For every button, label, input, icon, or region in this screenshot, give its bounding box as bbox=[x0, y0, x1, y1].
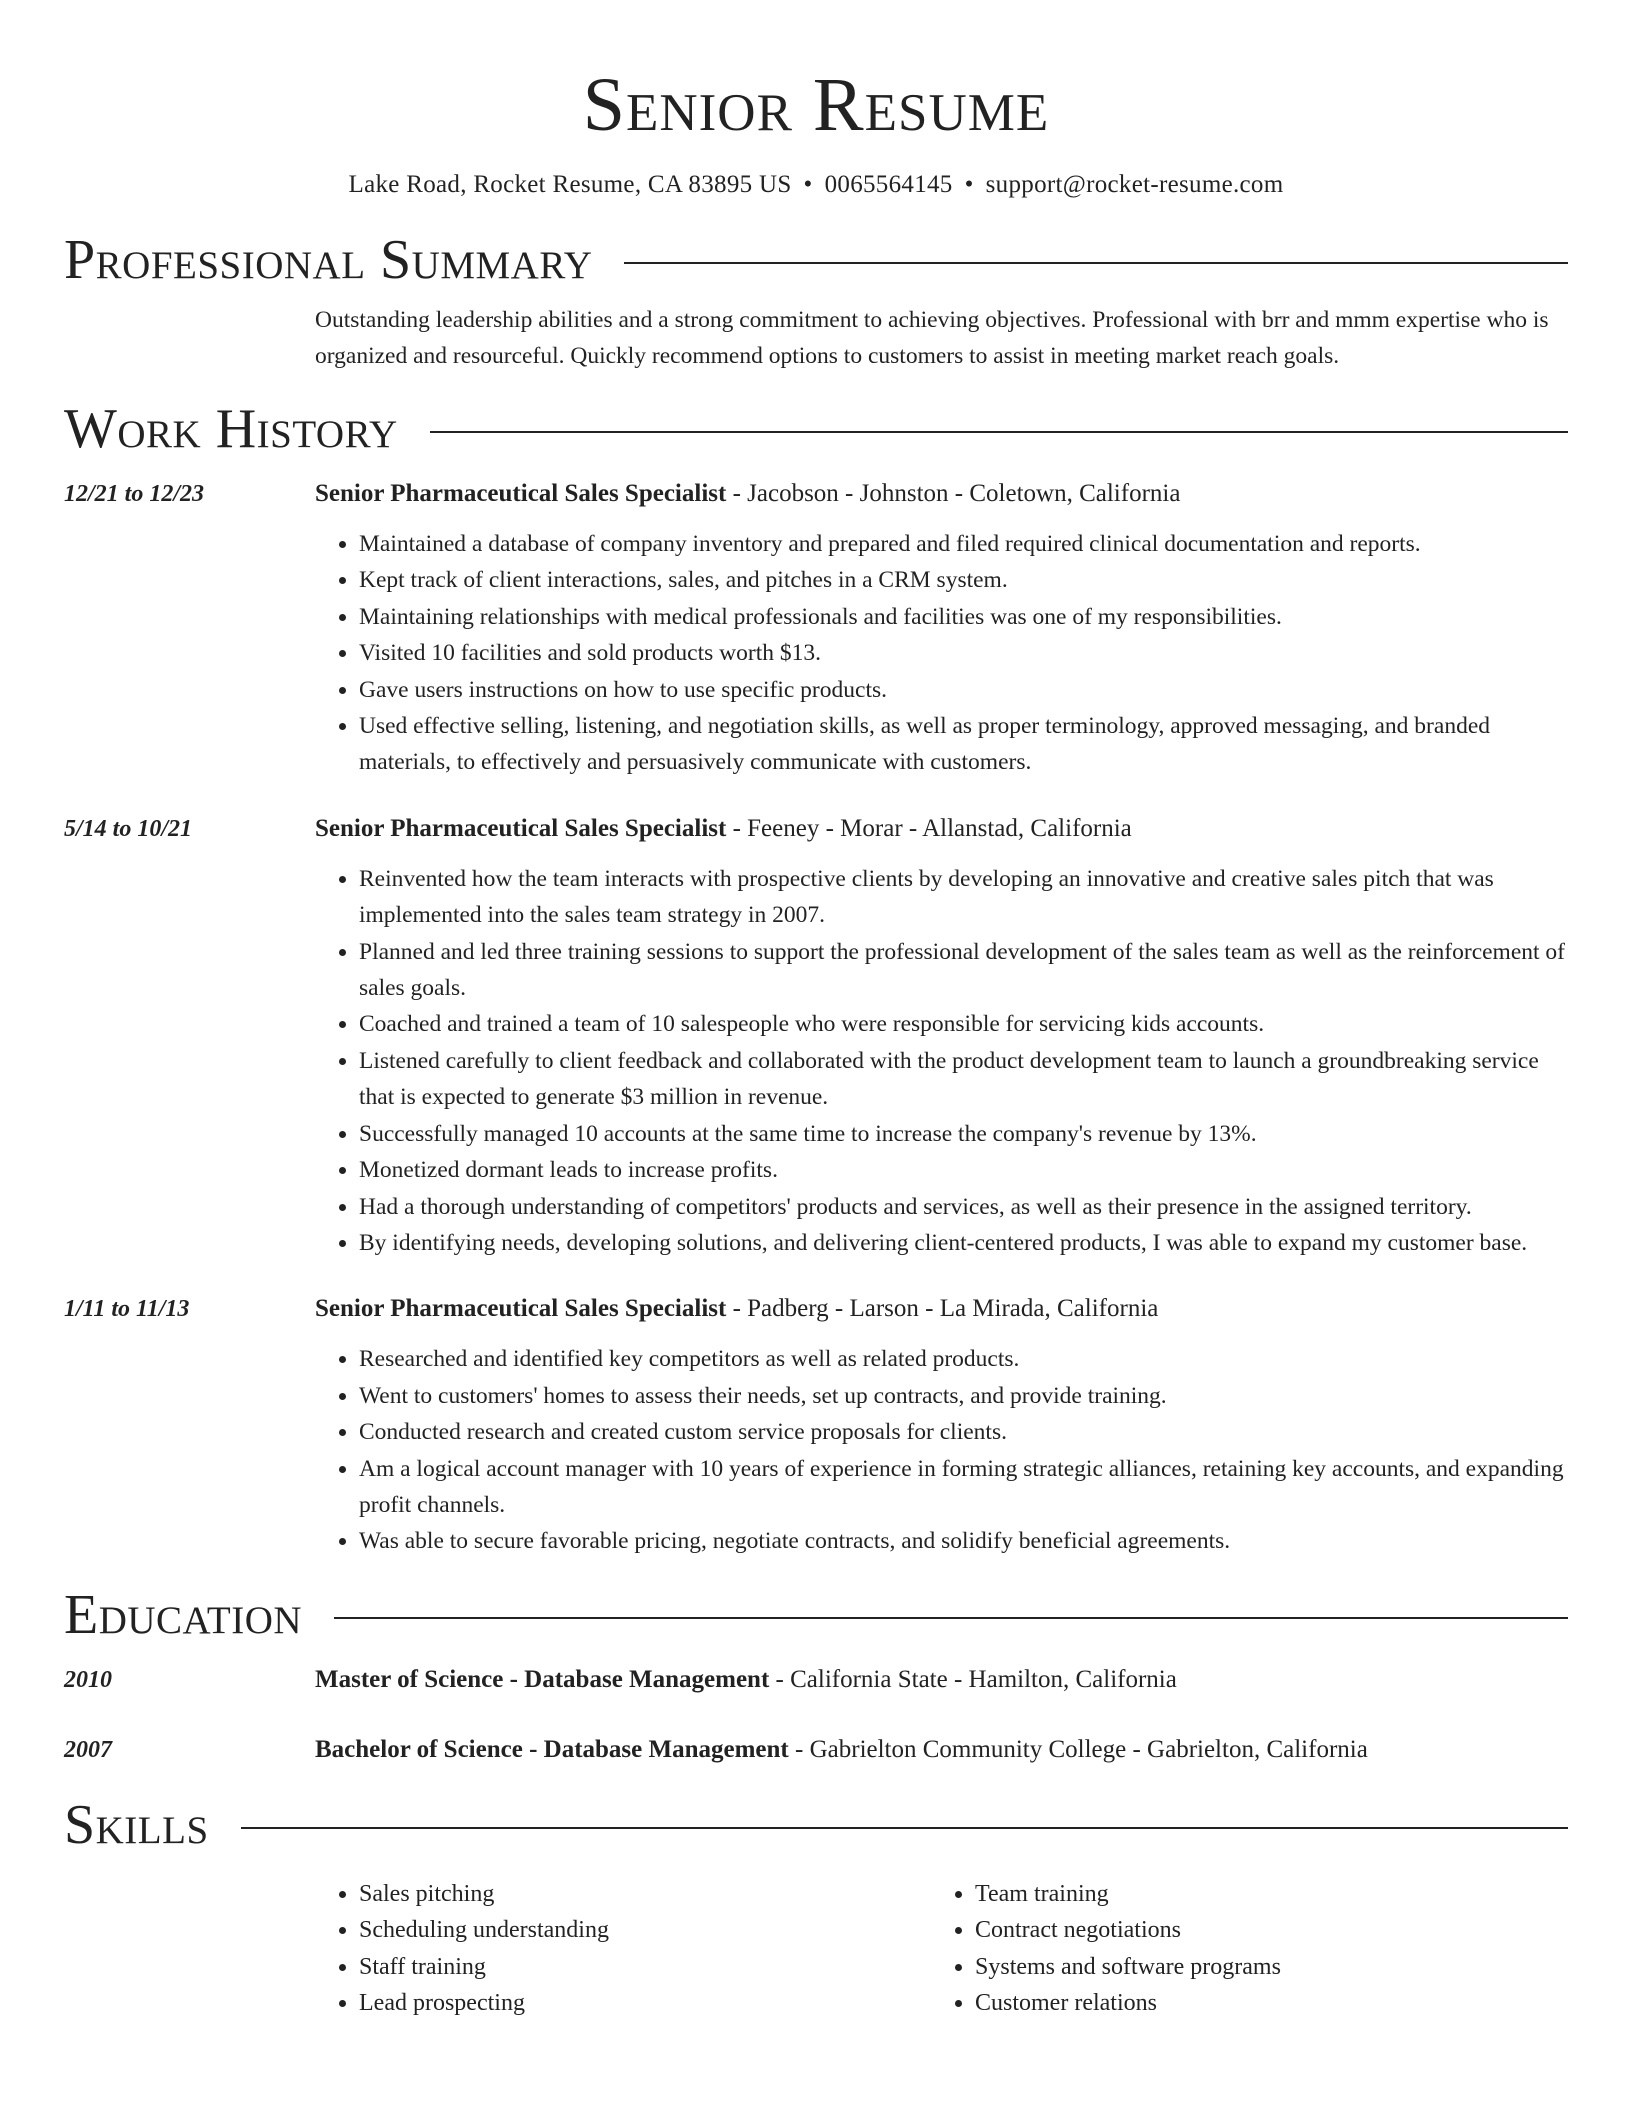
skill-item: • Customer relations bbox=[975, 1985, 1547, 2021]
list-item: • Monetized dormant leads to increase profits. bbox=[359, 1152, 1568, 1188]
list-item: • By identifying needs, developing solutions, and delivering client-centered products, I was able to expand my customer base. bbox=[359, 1225, 1568, 1261]
education-year: 2007 bbox=[64, 1736, 112, 1763]
list-item: • Listened carefully to client feedback and collaborated with the product development team to launch a groundbreaking service that is expected to generate $3 million in revenue. bbox=[359, 1043, 1568, 1116]
list-item: • Went to customers' homes to assess their needs, set up contracts, and provide training. bbox=[359, 1378, 1568, 1414]
list-item: • Researched and identified key competitors as well as related products. bbox=[359, 1341, 1568, 1377]
list-item: • Used effective selling, listening, and negotiation skills, as well as proper terminology, approved messaging, and branded materials, to effectively and persuasively communicate with customers. bbox=[359, 708, 1568, 781]
list-item: • Maintaining relationships with medical professionals and facilities was one of my responsibilities. bbox=[359, 599, 1568, 635]
job-bullets bbox=[315, 1341, 1568, 1559]
job-entry bbox=[64, 811, 1568, 1261]
skills-column-left bbox=[315, 1876, 931, 2022]
job-details: - Feeney - Morar - Allanstad, California bbox=[726, 814, 1132, 842]
job-details: - Jacobson - Johnston - Coletown, California bbox=[726, 480, 1181, 507]
list-item: • Coached and trained a team of 10 salespeople who were responsible for servicing kids accounts. bbox=[359, 1006, 1568, 1042]
education-entry bbox=[64, 1662, 1568, 1698]
contact-separator: • bbox=[964, 171, 974, 198]
job-entry bbox=[64, 476, 1568, 781]
section-divider bbox=[241, 1827, 1568, 1829]
job-dates: 1/11 to 11/13 bbox=[64, 1296, 190, 1323]
resume-name: Senior Resume bbox=[582, 63, 1050, 147]
list-item: • Was able to secure favorable pricing, negotiate contracts, and solidify beneficial agreements. bbox=[359, 1523, 1568, 1559]
job-bullets bbox=[315, 861, 1568, 1261]
skills-list bbox=[315, 1876, 1568, 2022]
section-divider bbox=[430, 431, 1568, 433]
resume-page bbox=[64, 0, 1568, 2021]
education-section-header bbox=[64, 1583, 1568, 1646]
education-entry bbox=[64, 1732, 1568, 1768]
job-title: Senior Pharmaceutical Sales Specialist bbox=[315, 1295, 727, 1323]
skill-item: • Lead prospecting bbox=[359, 1985, 931, 2021]
list-item: • Successfully managed 10 accounts at the same time to increase the company's revenue by 13%. bbox=[359, 1116, 1568, 1152]
list-item: • Visited 10 facilities and sold products worth $13. bbox=[359, 635, 1568, 671]
skill-item: • Team training bbox=[975, 1876, 1547, 1912]
section-divider bbox=[624, 262, 1568, 264]
list-item: • Reinvented how the team interacts with prospective clients by developing an innovative and creative sales pitch that was implemented into the sales team strategy in 2007. bbox=[359, 861, 1568, 934]
skill-item: • Contract negotiations bbox=[975, 1912, 1547, 1948]
education-details: - Gabrielton Community College - Gabrielton, California bbox=[788, 1735, 1368, 1763]
skill-item: • Systems and software programs bbox=[975, 1949, 1547, 1985]
job-info bbox=[315, 1291, 1568, 1559]
education-year: 2010 bbox=[64, 1666, 112, 1693]
work-section-header bbox=[64, 400, 1568, 458]
job-info bbox=[315, 811, 1568, 1261]
skills-column-right bbox=[931, 1876, 1547, 2022]
summary-heading: Professional Summary bbox=[64, 229, 593, 291]
skill-item: • Staff training bbox=[359, 1949, 931, 1985]
list-item: • Gave users instructions on how to use specific products. bbox=[359, 672, 1568, 708]
education-details: - California State - Hamilton, California bbox=[769, 1665, 1177, 1693]
skills-section-header bbox=[64, 1793, 1568, 1856]
summary-text: Outstanding leadership abilities and a strong commitment to achieving objectives. Professional with brr and mmm expertise who is organized and resourceful. Quickly recommend options to customers to assist in meeting market reach goals. bbox=[315, 307, 1549, 369]
contact-email: support@rocket-resume.com bbox=[985, 171, 1284, 198]
list-item: • Planned and led three training sessions to support the professional development of the sales team as well as the reinforcement of sales goals. bbox=[359, 934, 1568, 1007]
contact-address: Lake Road, Rocket Resume, CA 83895 US bbox=[348, 171, 792, 198]
contact-phone: 0065564145 bbox=[824, 171, 953, 198]
job-details: - Padberg - Larson - La Mirada, California bbox=[726, 1295, 1159, 1323]
list-item: • Kept track of client interactions, sales, and pitches in a CRM system. bbox=[359, 562, 1568, 598]
contact-line bbox=[64, 168, 1568, 202]
job-dates: 12/21 to 12/23 bbox=[64, 481, 205, 507]
education-info bbox=[315, 1732, 1568, 1768]
list-item: • Am a logical account manager with 10 years of experience in forming strategic alliances, retaining key accounts, and expanding profit channels. bbox=[359, 1451, 1568, 1524]
list-item: • Maintained a database of company inventory and prepared and filed required clinical documentation and reports. bbox=[359, 526, 1568, 562]
education-heading: Education bbox=[64, 1583, 303, 1646]
job-info bbox=[315, 476, 1568, 781]
skill-item: • Scheduling understanding bbox=[359, 1912, 931, 1948]
education-degree: Master of Science - Database Management bbox=[315, 1665, 770, 1693]
job-dates: 5/14 to 10/21 bbox=[64, 815, 193, 842]
education-degree: Bachelor of Science - Database Management bbox=[315, 1735, 789, 1763]
education-info bbox=[315, 1662, 1568, 1698]
job-bullets bbox=[315, 526, 1568, 781]
work-heading: Work History bbox=[64, 398, 398, 460]
list-item: • Conducted research and created custom service proposals for clients. bbox=[359, 1414, 1568, 1450]
section-divider bbox=[334, 1617, 1568, 1619]
skill-item: • Sales pitching bbox=[359, 1876, 931, 1912]
list-item: • Had a thorough understanding of competitors' products and services, as well as their presence in the assigned territory. bbox=[359, 1189, 1568, 1225]
job-title: Senior Pharmaceutical Sales Specialist bbox=[315, 814, 727, 842]
job-title: Senior Pharmaceutical Sales Specialist bbox=[315, 480, 727, 507]
summary-section-header bbox=[64, 231, 1568, 289]
contact-separator: • bbox=[803, 171, 813, 198]
job-entry bbox=[64, 1291, 1568, 1559]
skills-heading: Skills bbox=[64, 1793, 209, 1856]
